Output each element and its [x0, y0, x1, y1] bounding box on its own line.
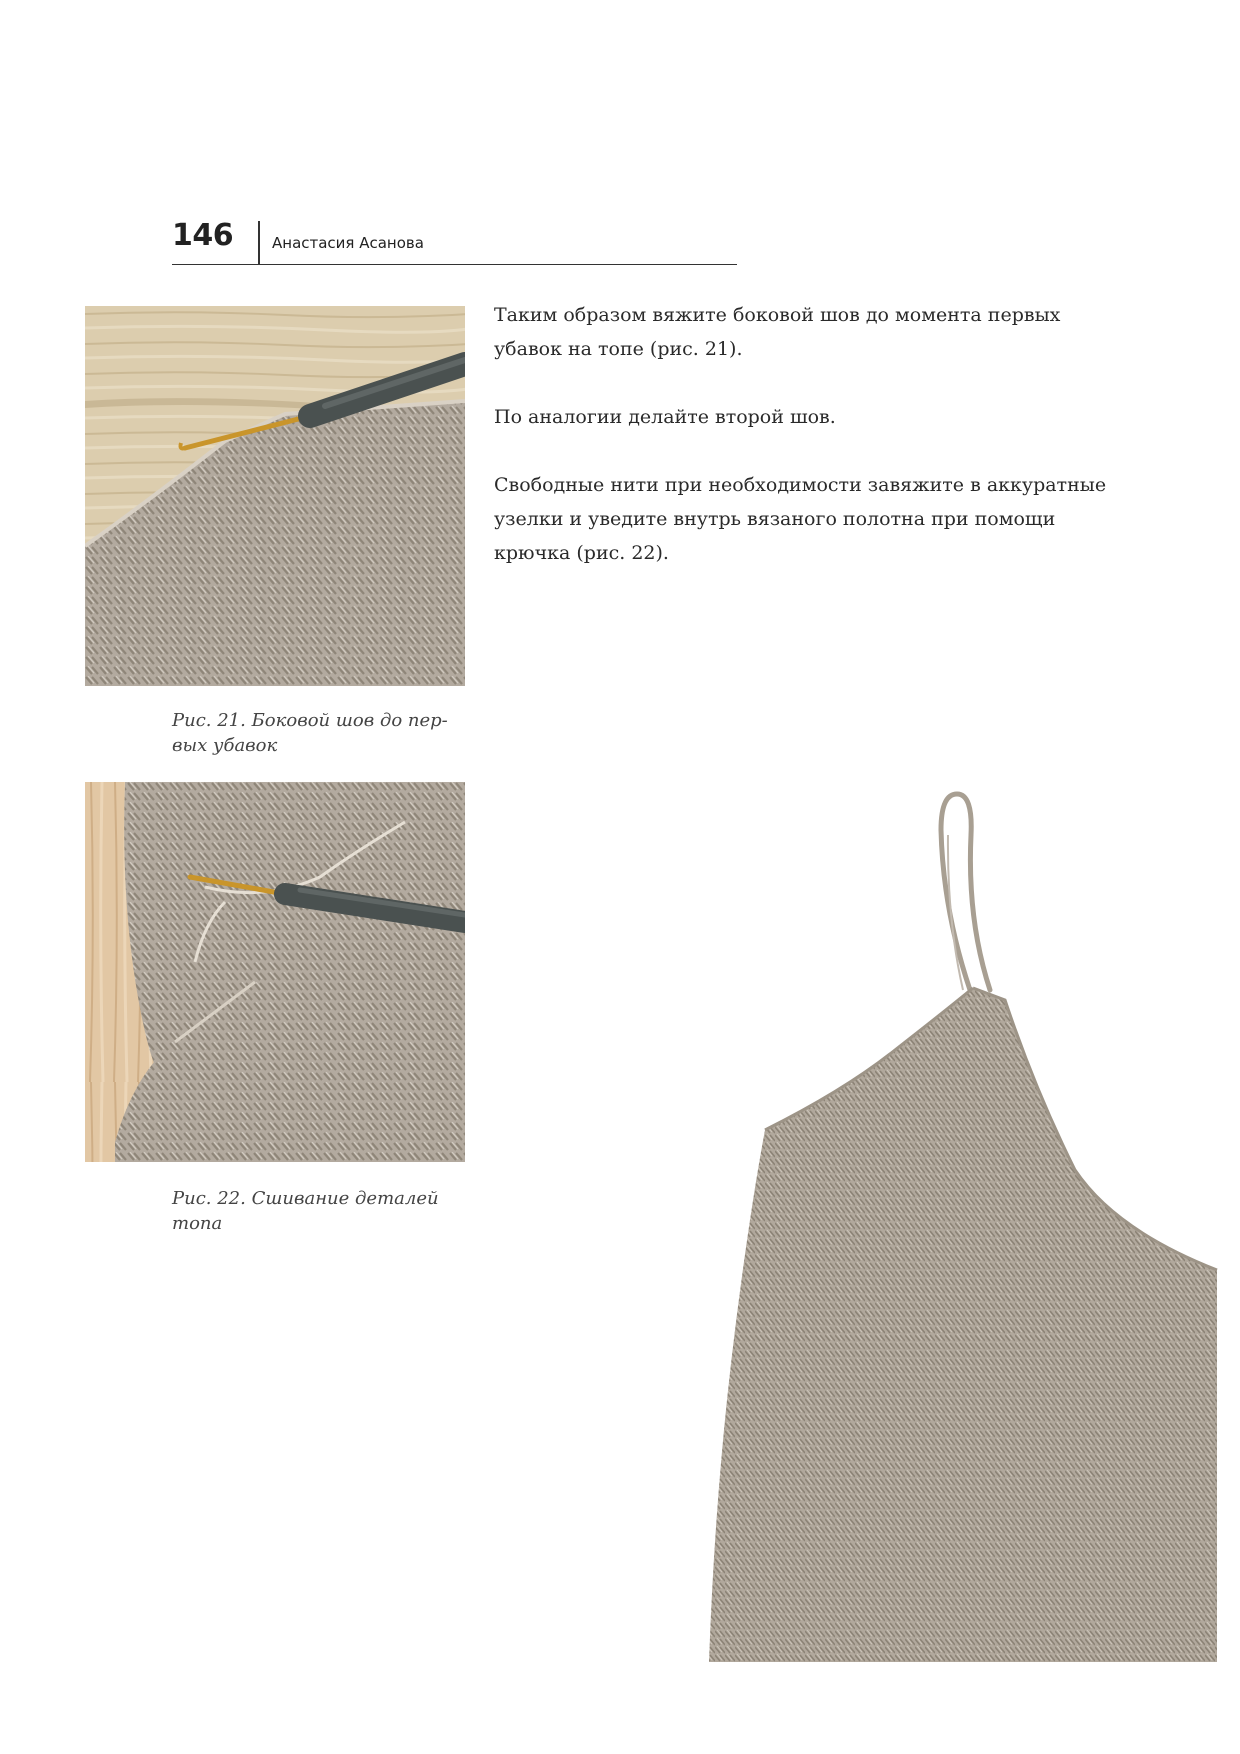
figure-21-photo [85, 306, 465, 686]
paragraph: Свободные нити при необходимости завяжите в аккуратные узелки и уведите внутрь вязаного полотна при помощи крючка (рис. 22). [494, 474, 1107, 564]
paragraph: По аналогии делайте второй шов. [494, 406, 836, 428]
knitted-top-photo [705, 790, 1225, 1670]
paragraph: Таким образом вяжите боковой шов до момента первых убавок на топе (рис. 21). [494, 304, 1061, 360]
figure-22-photo [85, 782, 465, 1162]
header-divider [258, 221, 260, 264]
figure-22-caption: Рис. 22. Сшивание деталей топа [172, 1188, 439, 1234]
figure-21-caption: Рис. 21. Боковой шов до пер-вых убавок [172, 710, 448, 756]
author-name: Анастасия Асанова [272, 234, 424, 252]
body-text [494, 298, 1114, 604]
page-number: 146 [172, 218, 234, 253]
page-header [172, 218, 737, 265]
